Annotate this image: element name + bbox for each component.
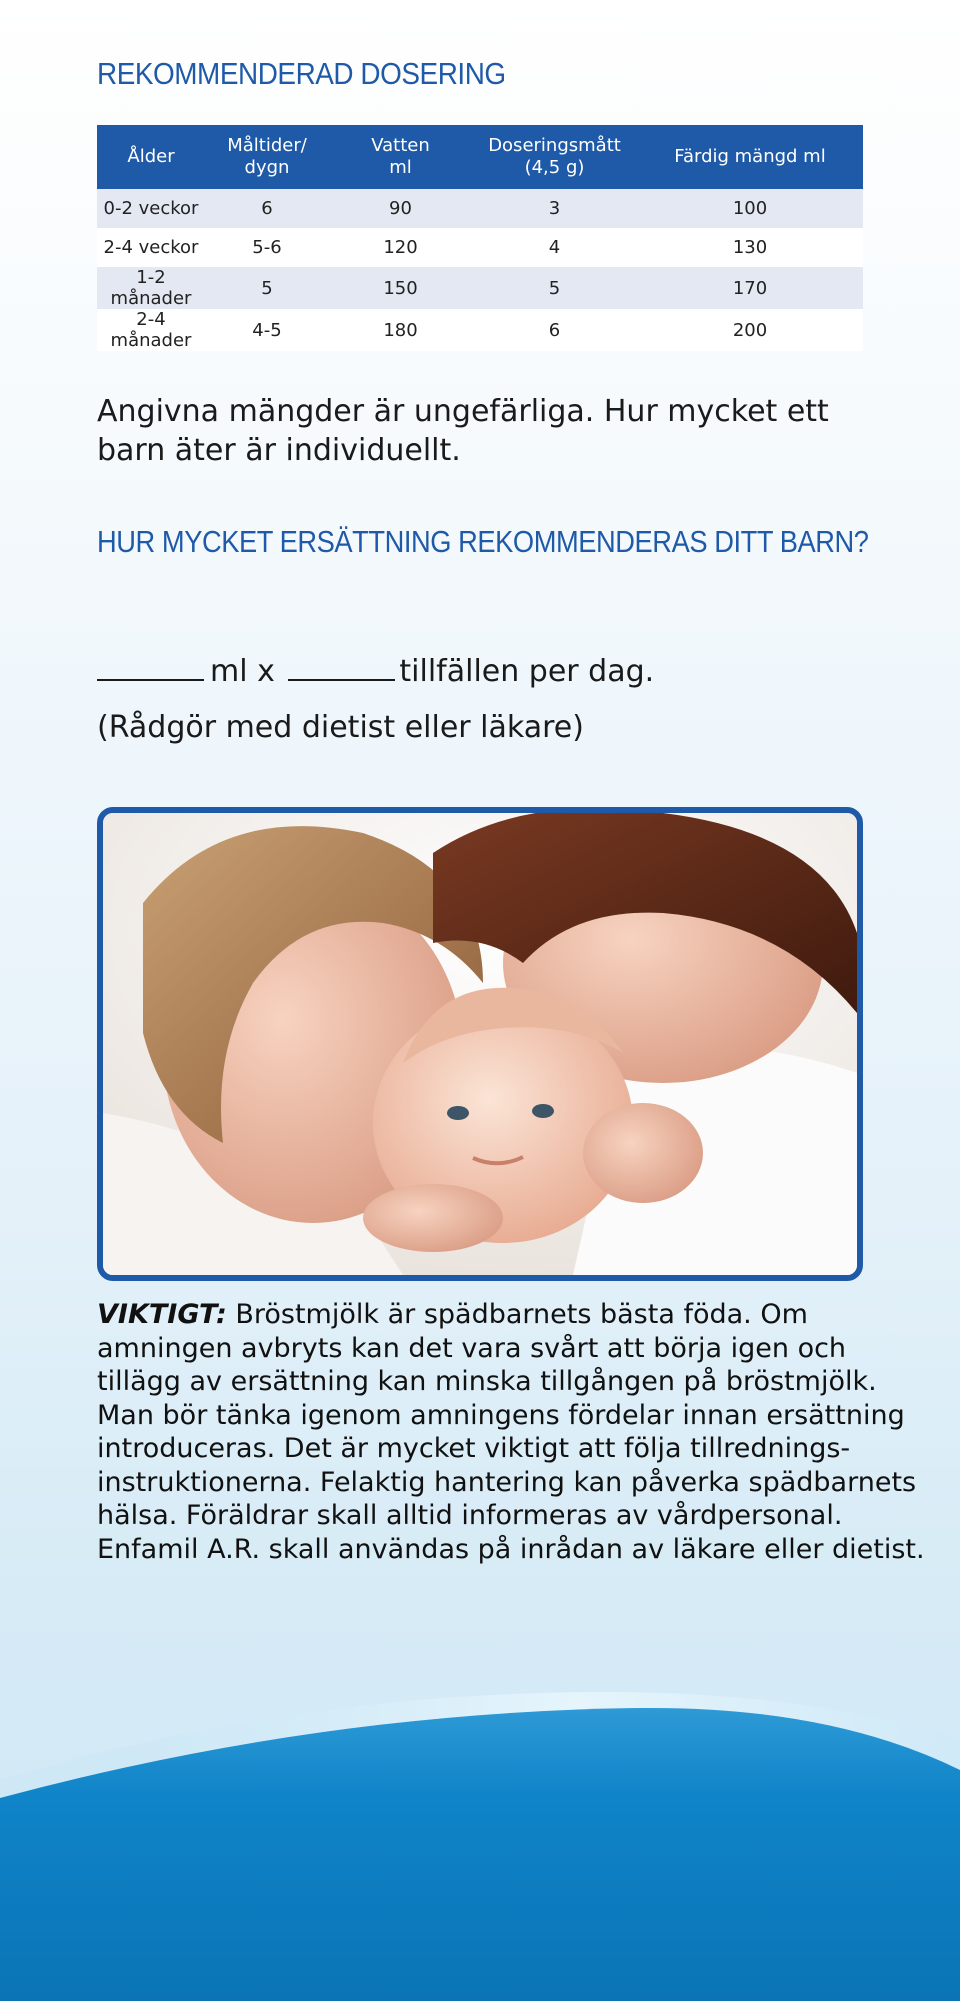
cell-total: 170 <box>637 267 863 309</box>
family-photo <box>97 807 863 1281</box>
cell-total: 130 <box>637 228 863 267</box>
cell-meals: 5 <box>205 267 329 309</box>
fill-in-line <box>97 652 654 691</box>
important-line: instruktionerna. Felaktig hantering kan påverka spädbarnets <box>97 1466 917 1498</box>
table-row <box>97 267 863 309</box>
col-header-water: Vatten ml <box>329 125 472 189</box>
table-row <box>97 309 863 351</box>
approximate-note: Angivna mängder är ungefärliga. Hur mycket ett barn äter är individuellt. <box>97 394 829 468</box>
important-line: VIKTIGT: Bröstmjölk är spädbarnets bästa föda. Om <box>97 1299 808 1330</box>
ml-blank <box>97 653 204 681</box>
cell-water: 150 <box>329 267 472 309</box>
cell-water: 90 <box>329 189 472 228</box>
times-label: tillfällen per dag. <box>399 654 655 689</box>
cell-age: 0-2 veckor <box>97 189 205 228</box>
col-header-age: Ålder <box>97 125 205 189</box>
important-line: amningen avbryts kan det vara svårt att börja igen och <box>97 1332 847 1364</box>
cell-meals: 6 <box>205 189 329 228</box>
cell-scoops: 4 <box>472 228 637 267</box>
question-heading: HUR MYCKET ERSÄTTNING REKOMMENDERAS DITT BARN? <box>97 524 869 559</box>
col-header-total: Färdig mängd ml <box>637 125 863 189</box>
cell-meals: 4-5 <box>205 309 329 351</box>
important-line: tillägg av ersättning kan minska tillgången på bröstmjölk. <box>97 1366 877 1397</box>
col-header-meals: Måltider/ dygn <box>205 125 329 189</box>
advice-text: (Rådgör med dietist eller läkare) <box>97 710 584 745</box>
cell-total: 200 <box>637 309 863 351</box>
table-row <box>97 228 863 267</box>
cell-total: 100 <box>637 189 863 228</box>
times-blank <box>288 653 395 681</box>
cell-scoops: 5 <box>472 267 637 309</box>
important-line: Enfamil A.R. skall användas på inrådan av läkare eller dietist. <box>97 1533 925 1565</box>
cell-water: 180 <box>329 309 472 351</box>
cell-water: 120 <box>329 228 472 267</box>
decorative-wave <box>0 1680 960 2001</box>
important-line: hälsa. Föräldrar skall alltid informeras av vårdpersonal. <box>97 1500 843 1531</box>
cell-age: 2-4 veckor <box>97 228 205 267</box>
cell-meals: 5-6 <box>205 228 329 267</box>
col-header-scoops: Doseringsmått (4,5 g) <box>472 125 637 189</box>
dosage-table <box>97 125 863 351</box>
dosage-table-header <box>97 125 863 189</box>
cell-scoops: 3 <box>472 189 637 228</box>
important-line: Man bör tänka igenom amningens fördelar innan ersättning <box>97 1399 905 1431</box>
table-row <box>97 189 863 228</box>
important-notice <box>97 1298 925 1566</box>
important-line: introduceras. Det är mycket viktigt att följa tillrednings- <box>97 1433 851 1464</box>
family-photo-illustration <box>103 813 857 1275</box>
cell-age: 2-4 månader <box>97 309 205 351</box>
important-label: VIKTIGT: <box>97 1299 227 1330</box>
cell-scoops: 6 <box>472 309 637 351</box>
dosage-heading: REKOMMENDERAD DOSERING <box>97 56 506 91</box>
ml-label: ml x <box>210 654 275 689</box>
cell-age: 1-2 månader <box>97 267 205 309</box>
